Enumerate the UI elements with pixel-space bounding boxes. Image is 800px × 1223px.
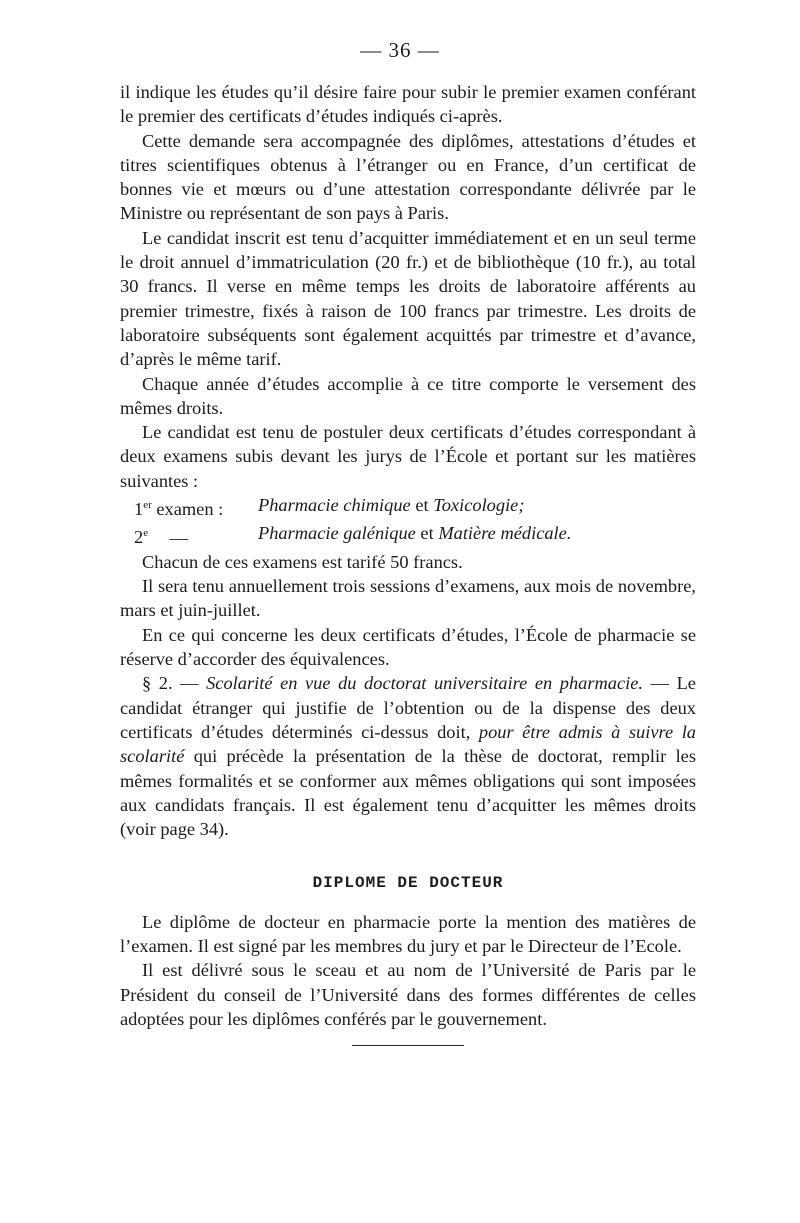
exam-item xyxy=(134,493,696,521)
exam-list xyxy=(120,493,696,550)
exam-subjects: Pharmacie galénique et Matière médicale. xyxy=(258,523,572,544)
paragraph: Cette demande sera accompagnée des diplômes, attestations d’études et titres scientifiques obtenus à l’étranger ou en France, d’un certificat de bonnes vie et mœurs ou d’une attestation correspondante délivrée par le Ministre ou représentant de son pays à Paris. xyxy=(120,130,696,224)
paragraph: Le candidat inscrit est tenu d’acquitter immédiatement et en un seul terme le droit annuel d’immatriculation (20 fr.) et de bibliothèque (10 fr.), au total 30 francs. Il verse en même temps les droits de laboratoire afférents au premier trimestre, fixés à raison de 100 francs par trimestre. Les droits de laboratoire subséquents sont également acquittés par trimestre et d’avance, d’après le même tarif. xyxy=(120,227,696,370)
section-number: § 2. xyxy=(142,673,173,694)
section-title: Scolarité en vue du doctorat universitaire en pharmacie. xyxy=(206,673,644,694)
paragraph: Le candidat est tenu de postuler deux certificats d’études correspondant à deux examens subis devant les jurys de l’École et portant sur les matières suivantes : xyxy=(120,422,696,491)
paragraph: En ce qui concerne les deux certificats d’études, l’École de pharmacie se réserve d’accorder des équivalences. xyxy=(120,624,696,670)
exam-ordinal: 1er examen : xyxy=(134,499,224,520)
page-number: — 36 — xyxy=(360,38,440,62)
section-paragraph: § 2. — Scolarité en vue du doctorat universitaire en pharmacie. — Le candidat étranger qui justifie de l’obtention ou de la dispense des deux certificats d’études déterminés ci-dessus doit, pour être admis à suivre la scolarité qui précède la présentation de la thèse de doctorat, remplir les mêmes formalités et se conformer aux mêmes obligations qui sont imposées aux candidats français. Il est également tenu d’acquitter les mêmes droits (voir page 34). xyxy=(120,673,697,840)
paragraph: Le diplôme de docteur en pharmacie porte la mention des matières de l’examen. Il est signé par les membres du jury et par le Directeur de l’Ecole. xyxy=(120,911,696,957)
exam-item xyxy=(134,521,696,549)
body-text xyxy=(120,80,696,1046)
paragraph: Il sera tenu annuellement trois sessions d’examens, aux mois de novembre, mars et juin-juillet. xyxy=(120,576,696,621)
paragraph: Chacun de ces examens est tarifé 50 francs. xyxy=(142,551,463,572)
section-heading: DIPLOME DE DOCTEUR xyxy=(312,874,504,893)
exam-subjects: Pharmacie chimique et Toxicologie; xyxy=(258,495,525,516)
paragraph: Chaque année d’études accomplie à ce titre comporte le versement des mêmes droits. xyxy=(120,373,696,418)
exam-ordinal: 2e — xyxy=(134,527,188,548)
paragraph: Il est délivré sous le sceau et au nom de l’Université de Paris par le Président du conseil de l’Université dans des formes différentes de celles adoptées pour les diplômes conférés par le gouvernement. xyxy=(120,960,696,1029)
paragraph: il indique les études qu’il désire faire pour subir le premier examen conférant le premier des certificats d’études indiqués ci-après. xyxy=(120,82,696,127)
end-rule xyxy=(352,1045,464,1046)
